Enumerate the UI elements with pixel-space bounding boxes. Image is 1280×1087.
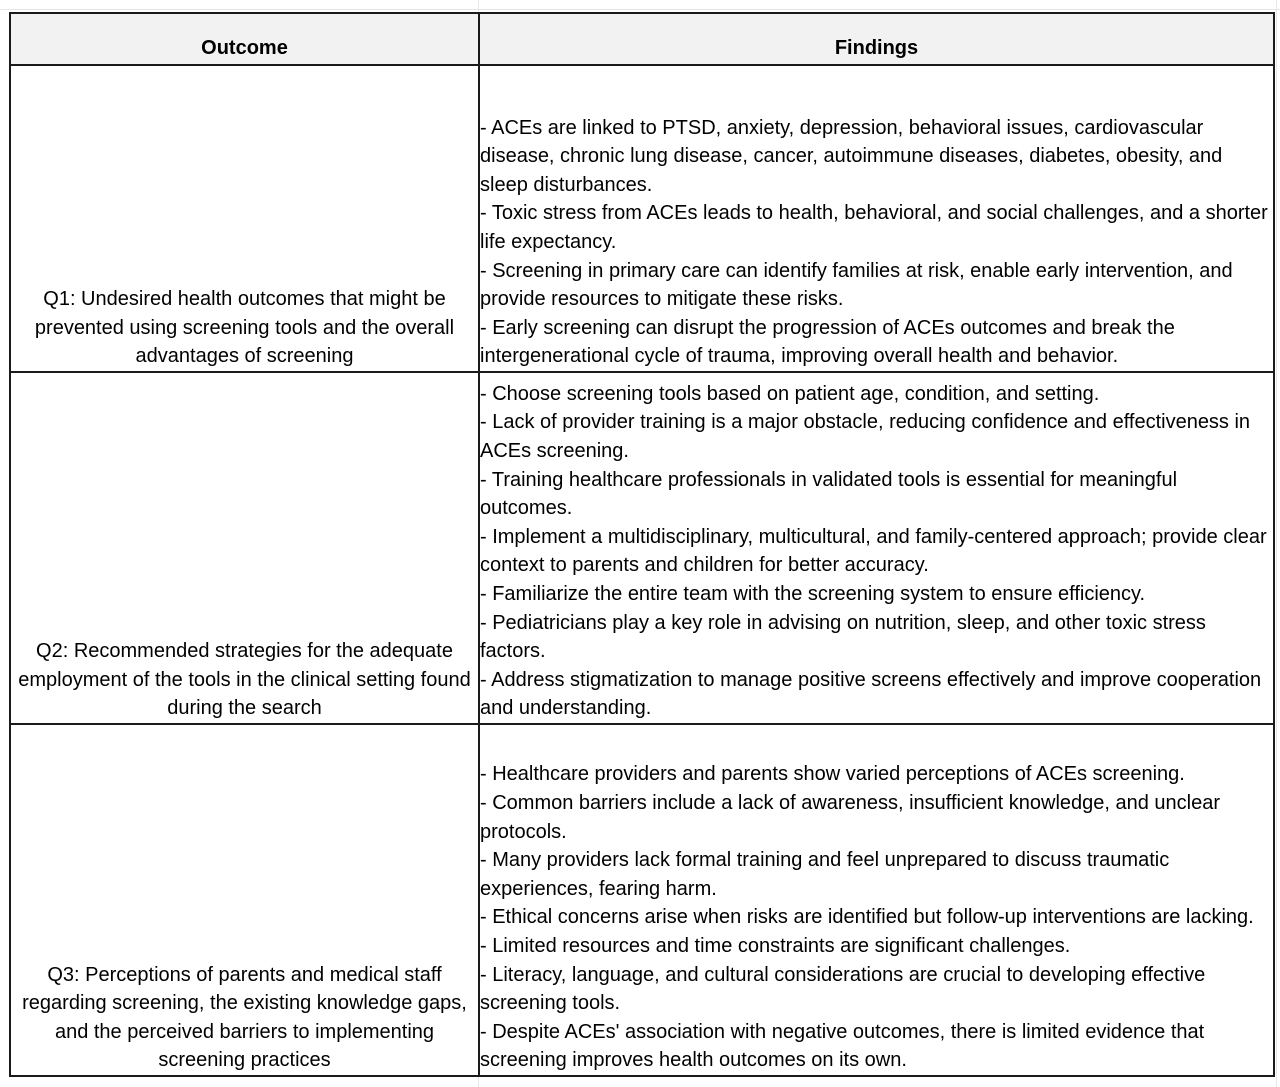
finding-item: - Training healthcare professionals in validated tools is essential for meaningful outcomes. <box>480 468 1178 520</box>
finding-item: - Many providers lack formal training and feel unprepared to discuss traumatic experiences, fearing harm. <box>480 849 1170 900</box>
finding-item: - Pediatricians play a key role in advising on nutrition, sleep, and other toxic stress factors. <box>480 611 1206 663</box>
finding-item: - Address stigmatization to manage positive screens effectively and improve cooperation and understanding. <box>480 668 1262 720</box>
finding-item: - Ethical concerns arise when risks are identified but follow-up interventions are lacking. <box>480 906 1254 929</box>
table-row-q1 <box>10 65 1274 372</box>
finding-item: - Common barriers include a lack of awareness, insufficient knowledge, and unclear protocols. <box>480 792 1221 843</box>
sheet-gridline <box>0 9 1280 10</box>
outcome-cell: Q3: Perceptions of parents and medical staff regarding screening, the existing knowledge gaps, and the perceived barriers to implementing screening practices <box>10 724 479 1076</box>
finding-item: - Implement a multidisciplinary, multicultural, and family-centered approach; provide clear context to parents and children for better accuracy. <box>480 525 1267 577</box>
finding-item: - ACEs are linked to PTSD, anxiety, depression, behavioral issues, cardiovascular disease, chronic lung disease, cancer, autoimmune diseases, diabetes, obesity, and sleep disturbances. <box>480 116 1223 196</box>
outcome-column-header: Outcome <box>10 13 479 65</box>
finding-item: - Toxic stress from ACEs leads to health, behavioral, and social challenges, and a shorter life expectancy. <box>480 202 1268 254</box>
finding-item: - Lack of provider training is a major obstacle, reducing confidence and effectiveness in ACEs screening. <box>480 411 1251 463</box>
findings-cell <box>479 372 1274 724</box>
finding-item: - Screening in primary care can identify families at risk, enable early intervention, and provide resources to mitigate these risks. <box>480 259 1233 311</box>
header-row <box>10 13 1274 65</box>
finding-item: - Literacy, language, and cultural considerations are crucial to developing effective screening tools. <box>480 963 1206 1015</box>
table-row-q2 <box>10 372 1274 724</box>
finding-item: - Choose screening tools based on patient age, condition, and setting. <box>480 382 1100 405</box>
finding-item: - Early screening can disrupt the progression of ACEs outcomes and break the intergenerational cycle of trauma, improving overall health and behavior. <box>480 316 1175 368</box>
finding-item: - Healthcare providers and parents show varied perceptions of ACEs screening. <box>480 763 1185 786</box>
finding-item: - Despite ACEs' association with negative outcomes, there is limited evidence that screening improves health outcomes on its own. <box>480 1020 1205 1072</box>
findings-cell <box>479 65 1274 372</box>
sheet-gridline <box>1276 0 1277 1087</box>
findings-cell <box>479 724 1274 1076</box>
finding-item: - Limited resources and time constraints are significant challenges. <box>480 935 1071 958</box>
table-row-q3 <box>10 724 1274 1076</box>
finding-item: - Familiarize the entire team with the screening system to ensure efficiency. <box>480 583 1146 606</box>
findings-table <box>9 12 1275 1077</box>
findings-column-header: Findings <box>479 13 1274 65</box>
outcome-cell: Q2: Recommended strategies for the adequate employment of the tools in the clinical setting found during the search <box>10 372 479 724</box>
outcome-cell: Q1: Undesired health outcomes that might be prevented using screening tools and the overall advantages of screening <box>10 65 479 372</box>
